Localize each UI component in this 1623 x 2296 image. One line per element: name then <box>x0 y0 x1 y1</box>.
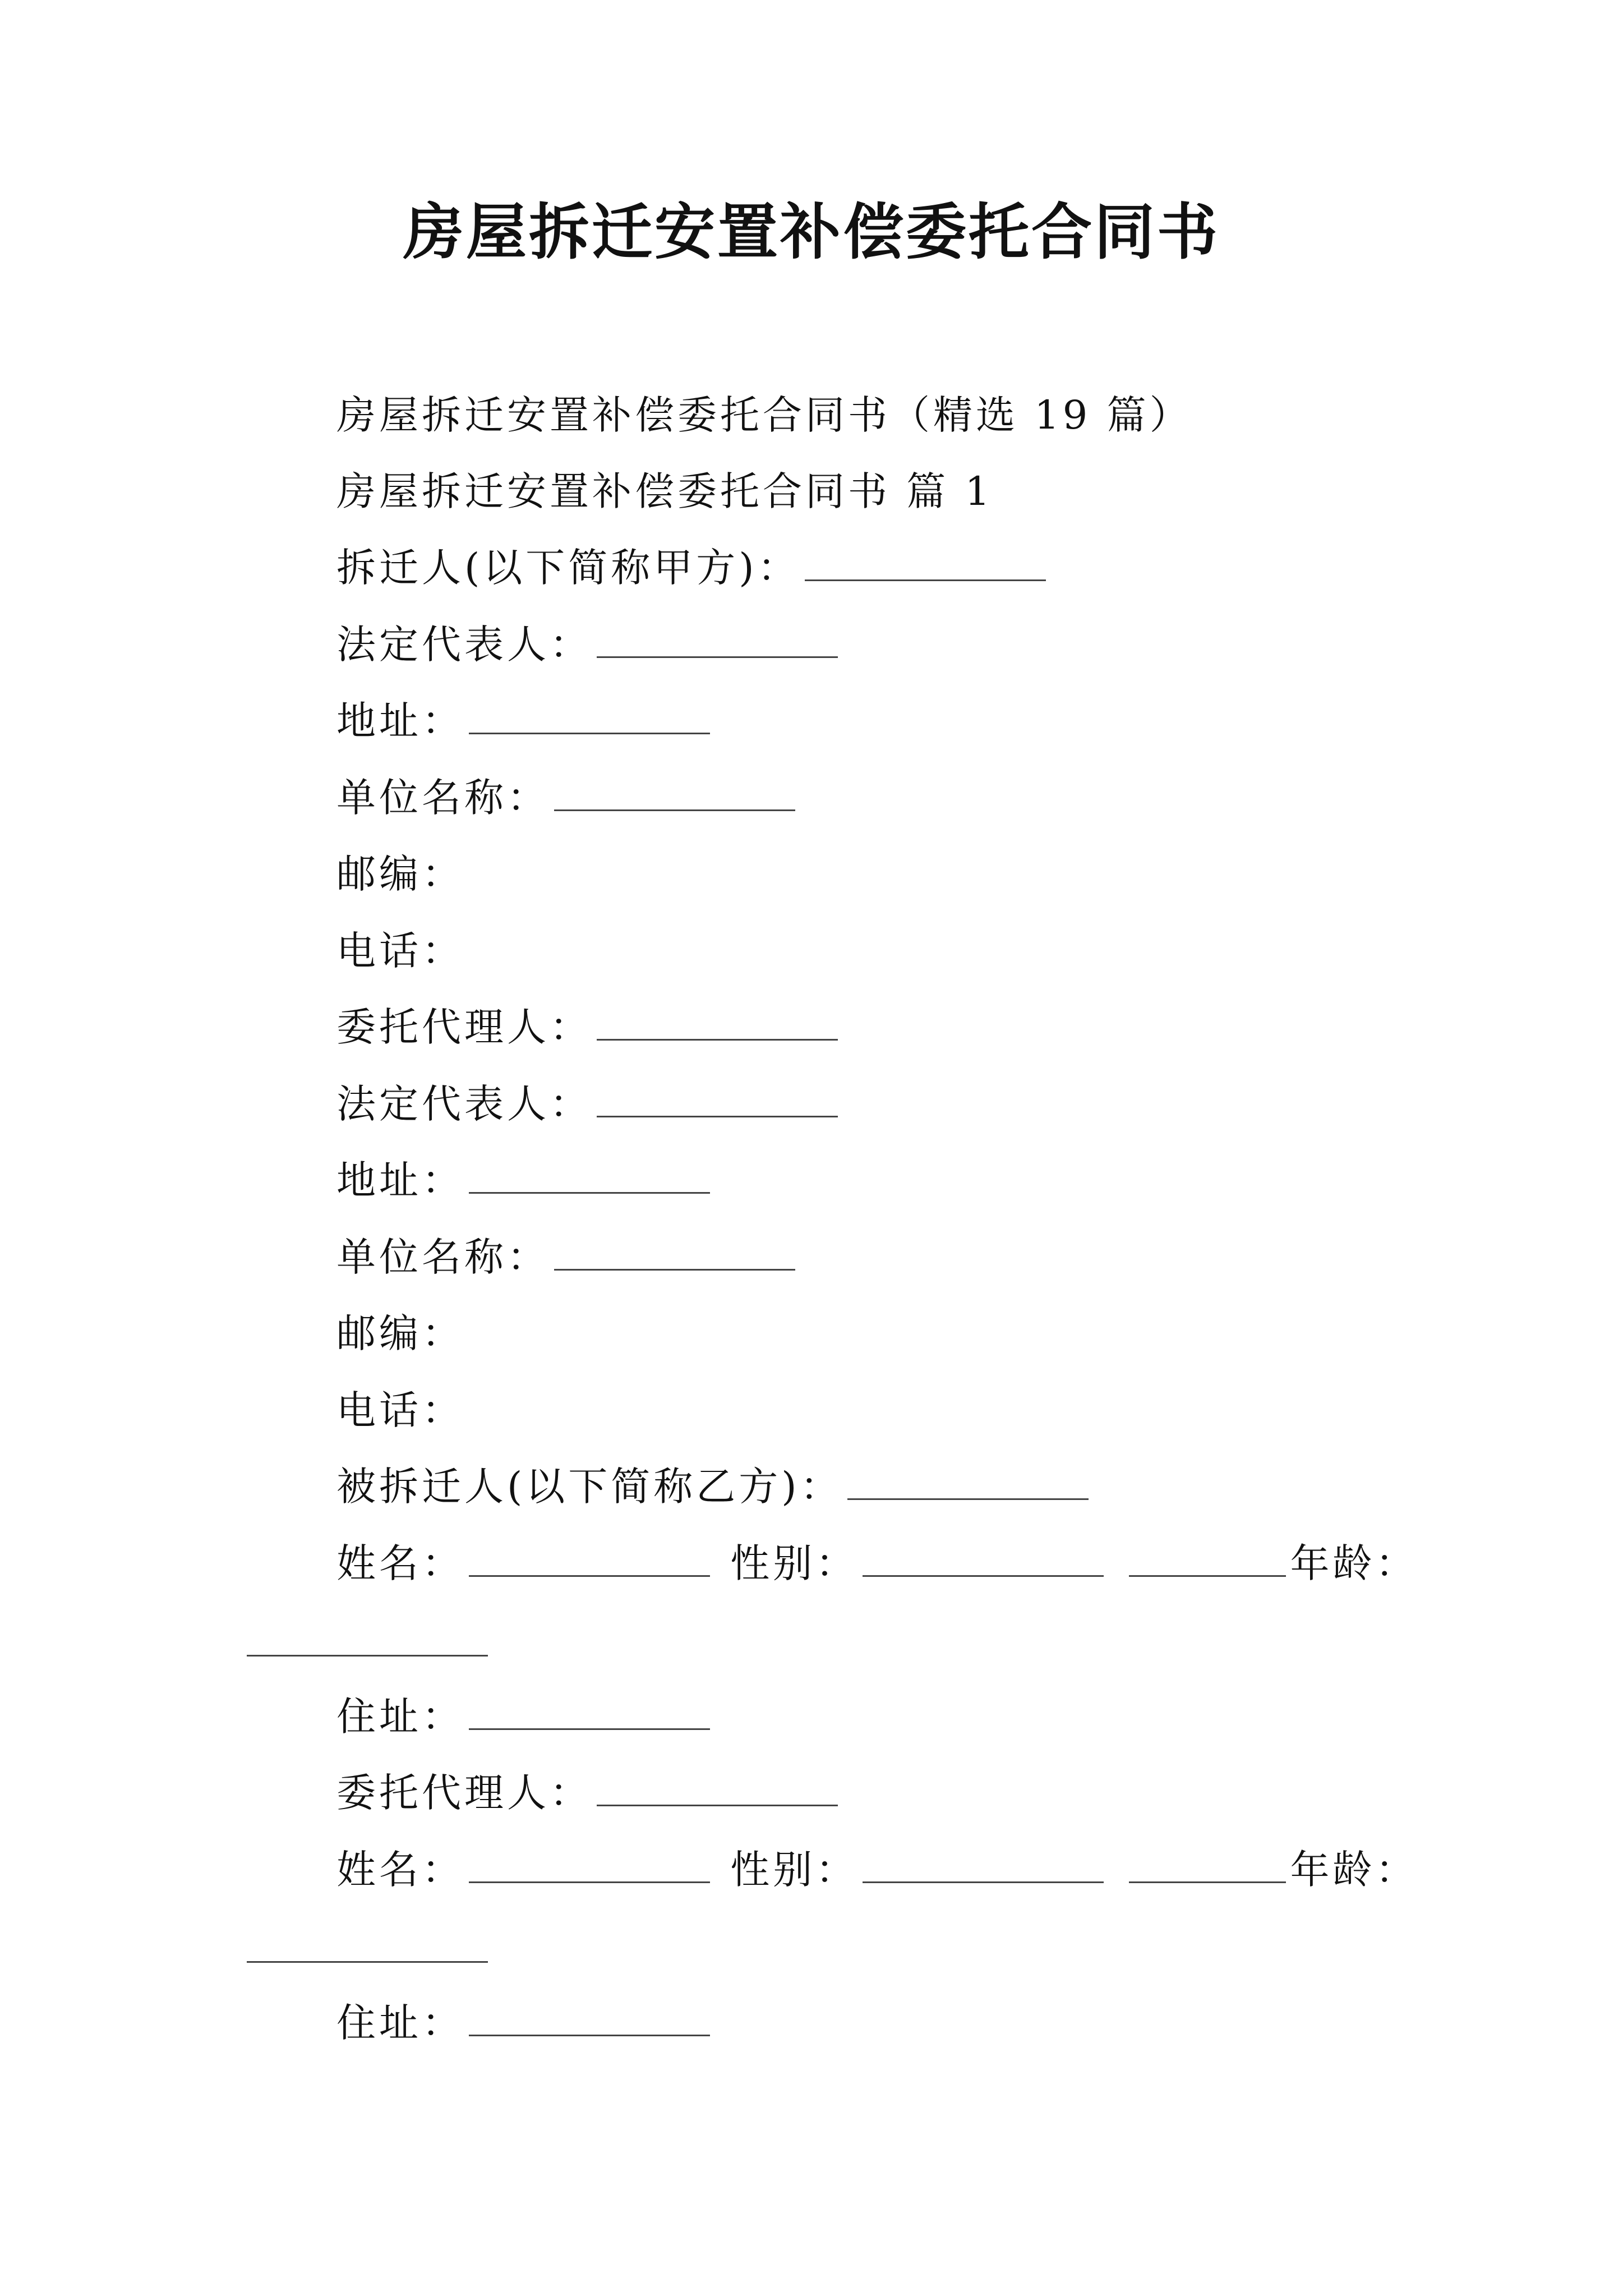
postcode-line-2 <box>336 1305 464 1361</box>
age-blank[interactable] <box>247 1655 488 1657</box>
agent-line-2 <box>336 1765 842 1821</box>
unit-name-line-2 <box>336 1229 800 1285</box>
party-b-blank[interactable] <box>847 1487 1089 1500</box>
legal-rep-line <box>336 616 842 673</box>
agent-label: 委托代理人： <box>336 1004 592 1050</box>
party-a-line <box>336 540 1050 596</box>
age-label: 年龄： <box>1290 1847 1418 1893</box>
gender-extra-blank[interactable] <box>1129 1564 1286 1577</box>
age-label: 年龄： <box>1290 1540 1418 1586</box>
age-blank[interactable] <box>247 1961 488 1963</box>
party-b-label: 被拆迁人(以下简称乙方)： <box>336 1464 843 1510</box>
unit-name-line <box>336 770 800 826</box>
unit-name-label: 单位名称： <box>336 1234 550 1280</box>
name-label: 姓名： <box>336 1847 464 1893</box>
postcode-label: 邮编： <box>336 851 464 897</box>
phone-line-2 <box>336 1382 464 1438</box>
address-label: 地址： <box>336 698 464 744</box>
postcode-line <box>336 846 464 902</box>
name-label: 姓名： <box>336 1540 464 1586</box>
legal-rep-label: 法定代表人： <box>336 622 592 668</box>
residence-blank[interactable] <box>469 2023 710 2036</box>
address-line-2 <box>336 1152 714 1208</box>
gender-label: 性别： <box>730 1847 859 1893</box>
name-gender-age-line <box>336 1535 1418 1591</box>
address-label: 地址： <box>336 1157 464 1203</box>
gender-blank[interactable] <box>863 1564 1104 1577</box>
gender-extra-blank[interactable] <box>1129 1870 1286 1883</box>
legal-rep-label: 法定代表人： <box>336 1081 592 1127</box>
name-blank[interactable] <box>469 1870 710 1883</box>
document-subtitle: 房屋拆迁安置补偿委托合同书（精选 19 篇） <box>336 392 1192 438</box>
gender-blank[interactable] <box>863 1870 1104 1883</box>
residence-label: 住址： <box>336 2000 464 2046</box>
agent-blank[interactable] <box>597 1028 838 1041</box>
party-b-line <box>336 1458 1093 1515</box>
unit-name-label: 单位名称： <box>336 775 550 821</box>
legal-rep-blank[interactable] <box>597 1105 838 1117</box>
legal-rep-line-2 <box>336 1076 842 1132</box>
phone-line <box>336 923 464 979</box>
document-title: 房屋拆迁安置补偿委托合同书 <box>403 197 1220 268</box>
residence-blank[interactable] <box>469 1717 710 1730</box>
gender-label: 性别： <box>730 1540 859 1586</box>
party-a-label: 拆迁人(以下简称甲方)： <box>336 545 800 591</box>
agent-blank[interactable] <box>597 1793 838 1806</box>
party-a-blank[interactable] <box>805 568 1046 581</box>
agent-line <box>336 999 842 1055</box>
residence-line-2 <box>336 1995 714 2051</box>
postcode-label: 邮编： <box>336 1310 464 1356</box>
address-blank[interactable] <box>469 721 710 734</box>
agent-label: 委托代理人： <box>336 1770 592 1816</box>
unit-name-blank[interactable] <box>554 1258 795 1271</box>
residence-label: 住址： <box>336 1694 464 1740</box>
name-gender-age-line-2 <box>336 1842 1418 1898</box>
phone-label: 电话： <box>336 1387 464 1433</box>
name-blank[interactable] <box>469 1564 710 1577</box>
unit-name-blank[interactable] <box>554 798 795 811</box>
address-line <box>336 693 714 749</box>
section-heading: 房屋拆迁安置补偿委托合同书 篇 1 <box>336 468 994 514</box>
address-blank[interactable] <box>469 1181 710 1194</box>
residence-line <box>336 1688 714 1745</box>
phone-label: 电话： <box>336 928 464 974</box>
legal-rep-blank[interactable] <box>597 645 838 658</box>
